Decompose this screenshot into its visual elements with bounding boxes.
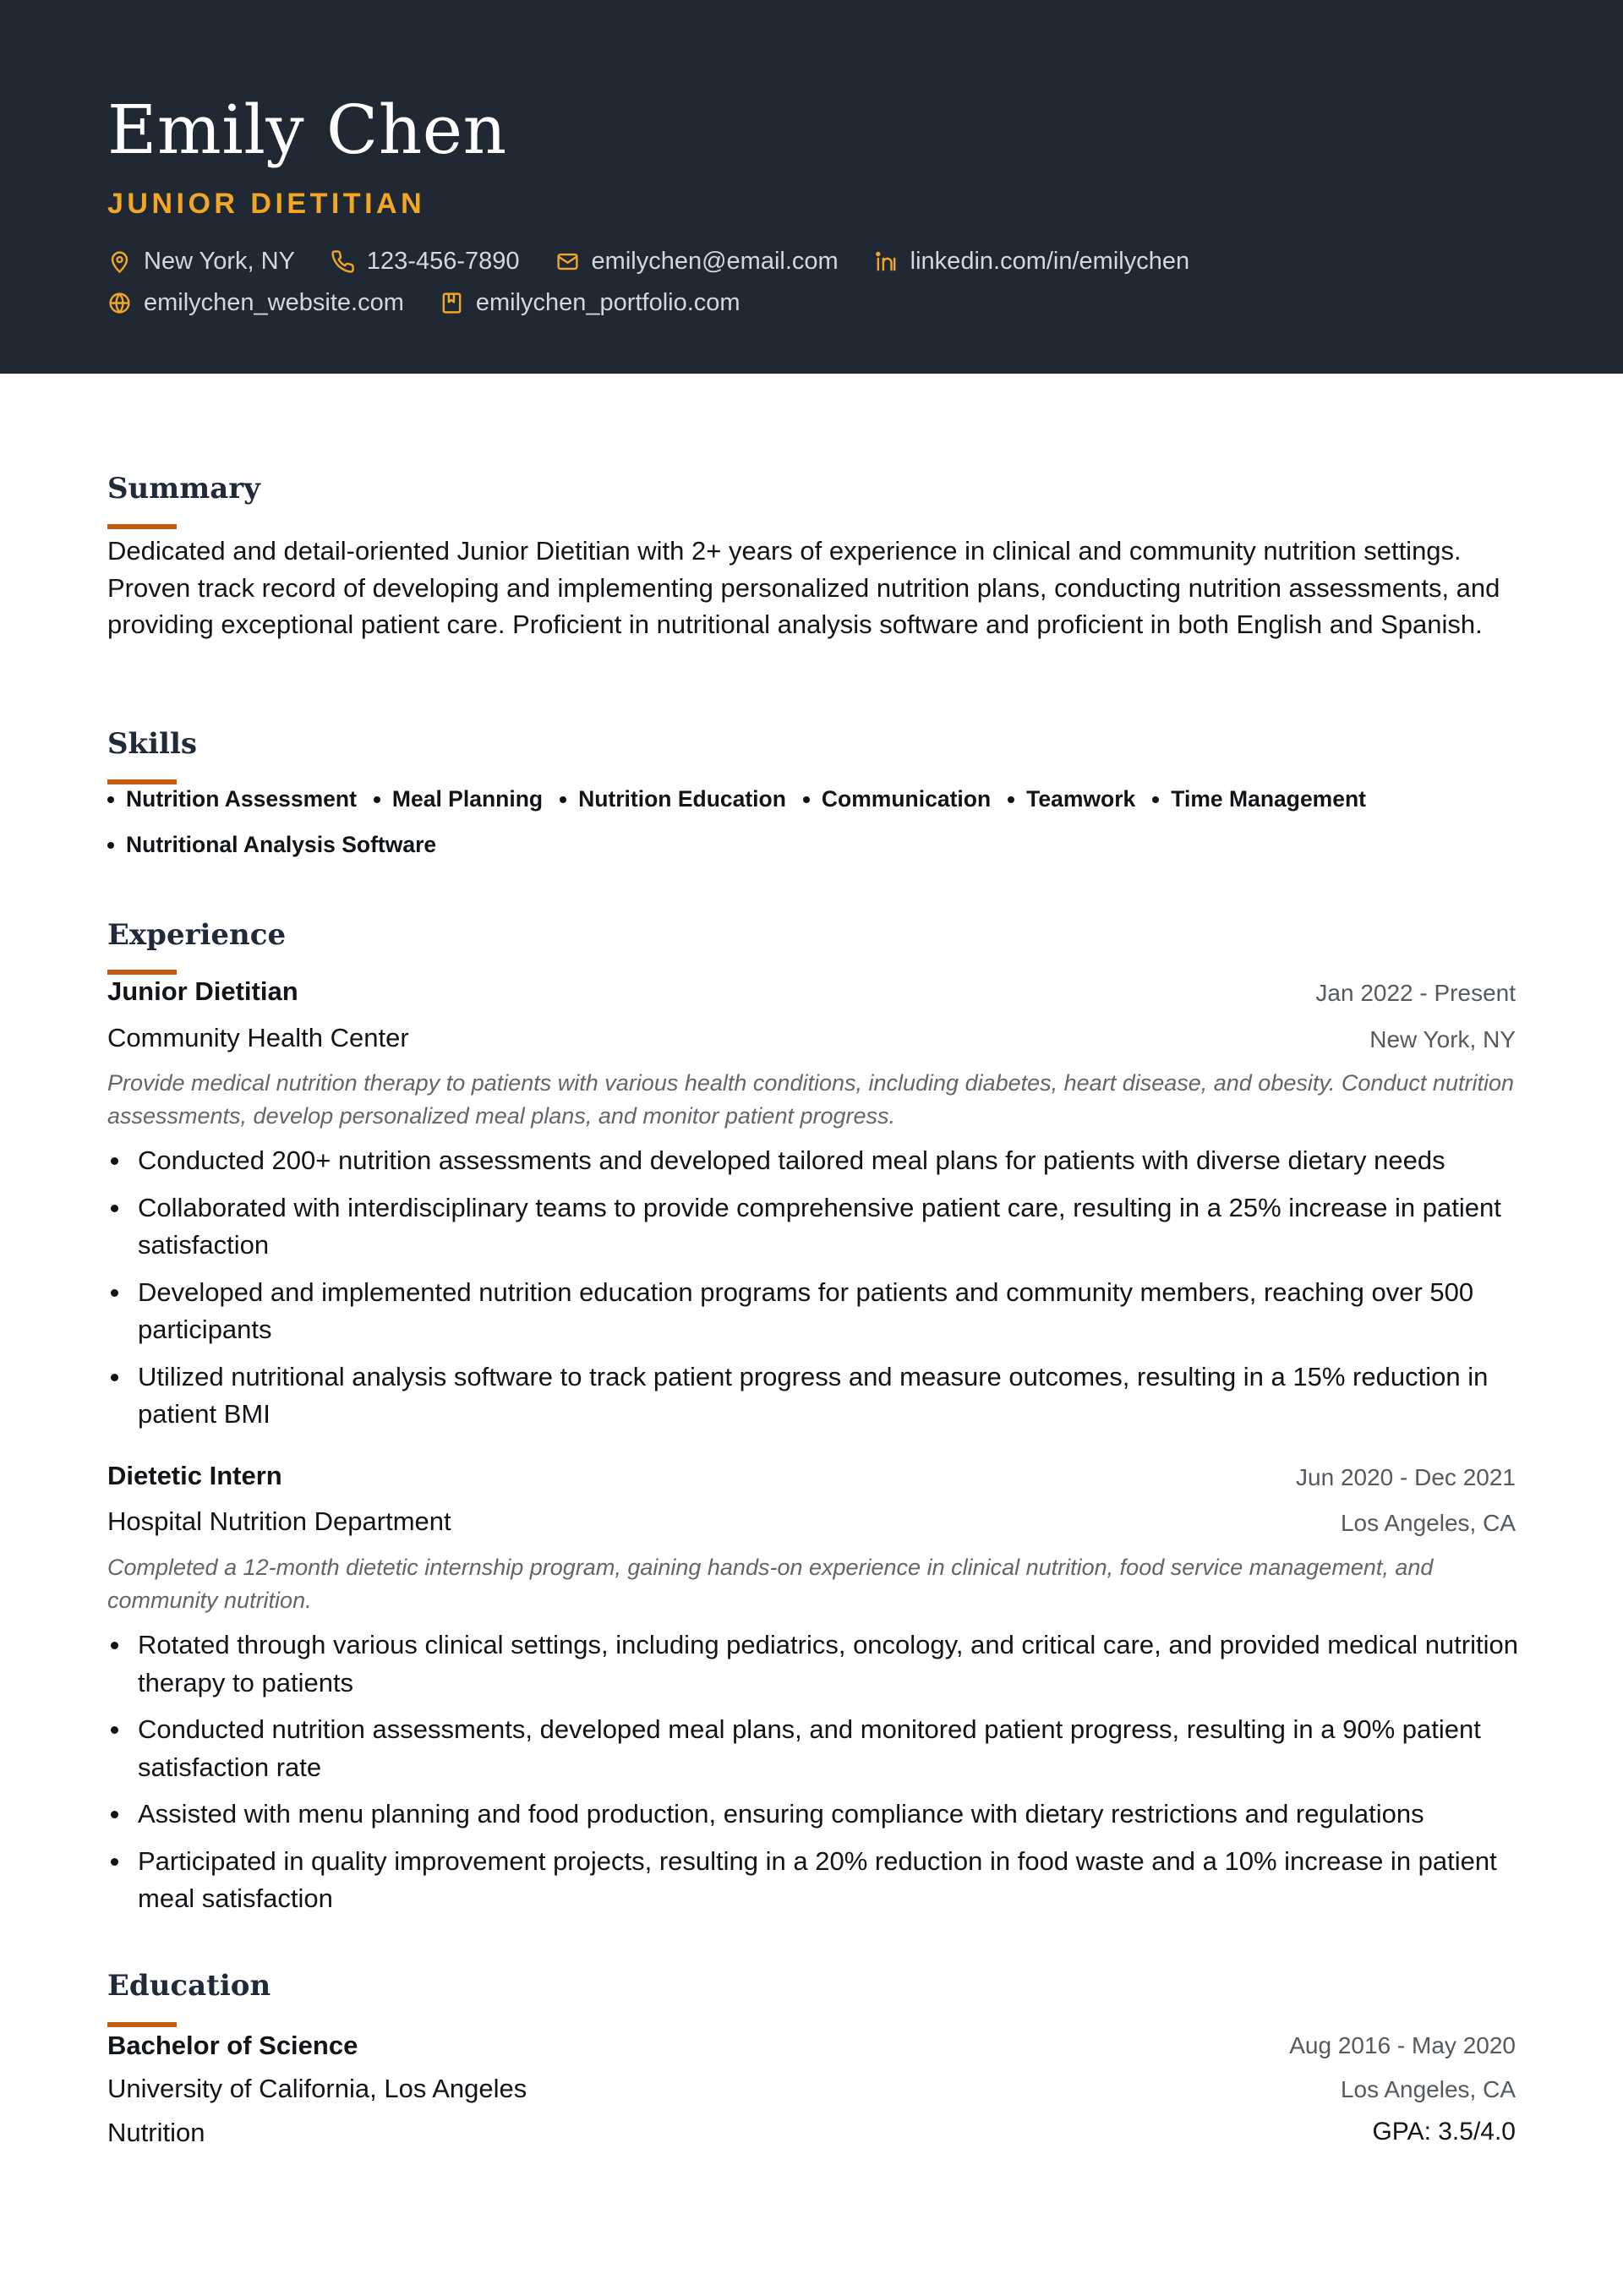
candidate-title: JUNIOR DIETITIAN bbox=[107, 188, 426, 220]
mail-icon bbox=[555, 249, 580, 274]
skills-row-2 bbox=[107, 832, 453, 858]
skill-item bbox=[107, 832, 436, 858]
contact-phone-text: 123-456-7890 bbox=[366, 247, 520, 275]
job-location: New York, NY bbox=[1369, 1026, 1516, 1052]
job-bullet: Utilized nutritional analysis software to track patient progress and measure outcomes, resulting in a 15% reduction in patient BMI bbox=[107, 1358, 1527, 1434]
skill-item bbox=[374, 786, 543, 812]
skill-label: Meal Planning bbox=[391, 786, 544, 812]
job-bullet: Developed and implemented nutrition education programs for patients and community members, reaching over 500 participants bbox=[107, 1274, 1527, 1349]
bullet-dot bbox=[374, 796, 380, 803]
skill-item bbox=[1152, 786, 1366, 812]
linkedin-icon bbox=[874, 249, 899, 274]
job-role: Dietetic Intern bbox=[107, 1461, 282, 1490]
summary-heading: Summary bbox=[107, 472, 260, 506]
skill-label: Teamwork bbox=[1026, 786, 1136, 812]
job-bullet: Conducted nutrition assessments, developed meal plans, and monitored patient progress, resulting in a 90% patient satisfaction rate bbox=[107, 1711, 1527, 1786]
resume-header bbox=[0, 0, 1623, 374]
job-location: Los Angeles, CA bbox=[1340, 1510, 1516, 1536]
bookmark-icon bbox=[440, 291, 464, 315]
job-bullet: Assisted with menu planning and food production, ensuring compliance with dietary restrictions and regulations bbox=[107, 1796, 1527, 1834]
job-description: Provide medical nutrition therapy to patients with various health conditions, including diabetes, heart disease, and obesity. Conduct nutrition assessments, develop personalized meal plans, and monitor patient progress. bbox=[107, 1070, 1514, 1129]
job-organization: Hospital Nutrition Department bbox=[107, 1506, 451, 1536]
skill-item bbox=[1008, 786, 1135, 812]
bullet-dot bbox=[1008, 796, 1014, 803]
skill-item bbox=[107, 786, 357, 812]
contact-website[interactable] bbox=[107, 289, 404, 317]
bullet-dot bbox=[1152, 796, 1159, 803]
contact-email[interactable] bbox=[555, 248, 839, 276]
job-bullet: Rotated through various clinical settings, including pediatrics, oncology, and critical care, and provided medical nutrition therapy to patients bbox=[107, 1626, 1527, 1702]
job-role: Junior Dietitian bbox=[107, 976, 298, 1006]
summary-text: Dedicated and detail-oriented Junior Dietitian with 2+ years of experience in clinical and community nutrition settings. Proven track record of developing and implementing personalized nutrition plans, conducting nutrition assessments, and providing exceptional patient care. Proficient in nutritional analysis software and proficient in both English and Spanish. bbox=[107, 536, 1500, 639]
job-organization: Community Health Center bbox=[107, 1023, 409, 1052]
job-bullets bbox=[107, 1142, 1527, 1443]
bullet-dot bbox=[803, 796, 810, 803]
education-gpa: GPA: 3.5/4.0 bbox=[1372, 2118, 1516, 2146]
job-bullet: Collaborated with interdisciplinary teams to provide comprehensive patient care, resulting in a 25% increase in patient satisfaction bbox=[107, 1189, 1527, 1265]
skill-label: Communication bbox=[821, 786, 992, 812]
skills-heading: Skills bbox=[107, 727, 198, 761]
contact-linkedin-text: linkedin.com/in/emilychen bbox=[910, 247, 1190, 275]
phone-icon bbox=[331, 249, 355, 274]
skill-item bbox=[560, 786, 786, 812]
education-heading: Education bbox=[107, 1969, 271, 2003]
contact-phone[interactable] bbox=[331, 248, 520, 276]
education-dates: Aug 2016 - May 2020 bbox=[1289, 2032, 1516, 2058]
skills-row-1 bbox=[107, 786, 1383, 812]
bullet-dot bbox=[107, 796, 114, 803]
candidate-name: Emily Chen bbox=[107, 90, 507, 169]
summary-underline bbox=[107, 524, 177, 529]
contact-portfolio[interactable] bbox=[440, 289, 740, 317]
contact-location bbox=[107, 248, 295, 276]
contact-linkedin[interactable] bbox=[874, 248, 1189, 276]
map-pin-icon bbox=[107, 249, 132, 274]
education-school: University of California, Los Angeles bbox=[107, 2074, 527, 2103]
job-bullets bbox=[107, 1626, 1527, 1927]
education-location: Los Angeles, CA bbox=[1340, 2076, 1516, 2102]
experience-underline bbox=[107, 970, 177, 975]
skill-label: Nutritional Analysis Software bbox=[126, 832, 437, 857]
contact-row-2 bbox=[107, 286, 776, 320]
skill-label: Nutrition Education bbox=[578, 786, 786, 812]
job-dates: Jan 2022 - Present bbox=[1315, 980, 1516, 1006]
contact-row-1 bbox=[107, 244, 1225, 278]
contact-location-text: New York, NY bbox=[144, 247, 295, 275]
globe-icon bbox=[107, 291, 132, 315]
job-dates: Jun 2020 - Dec 2021 bbox=[1296, 1464, 1516, 1490]
contact-portfolio-text: emilychen_portfolio.com bbox=[475, 288, 740, 316]
education-field: Nutrition bbox=[107, 2118, 205, 2147]
education-underline bbox=[107, 2022, 177, 2027]
bullet-dot bbox=[560, 796, 566, 803]
job-bullet: Conducted 200+ nutrition assessments and developed tailored meal plans for patients with diverse dietary needs bbox=[107, 1142, 1527, 1180]
skills-underline bbox=[107, 779, 177, 784]
job-description: Completed a 12-month dietetic internship program, gaining hands-on experience in clinical nutrition, food service management, and community nutrition. bbox=[107, 1555, 1434, 1613]
experience-heading: Experience bbox=[107, 918, 287, 952]
skill-item bbox=[803, 786, 991, 812]
education-degree: Bachelor of Science bbox=[107, 2031, 358, 2060]
bullet-dot bbox=[107, 842, 114, 849]
job-bullet: Participated in quality improvement projects, resulting in a 20% reduction in food waste and a 10% increase in patient meal satisfaction bbox=[107, 1843, 1527, 1918]
contact-email-text: emilychen@email.com bbox=[591, 247, 839, 275]
skill-label: Nutrition Assessment bbox=[126, 786, 357, 812]
skill-label: Time Management bbox=[1171, 786, 1366, 812]
contact-website-text: emilychen_website.com bbox=[144, 288, 404, 316]
